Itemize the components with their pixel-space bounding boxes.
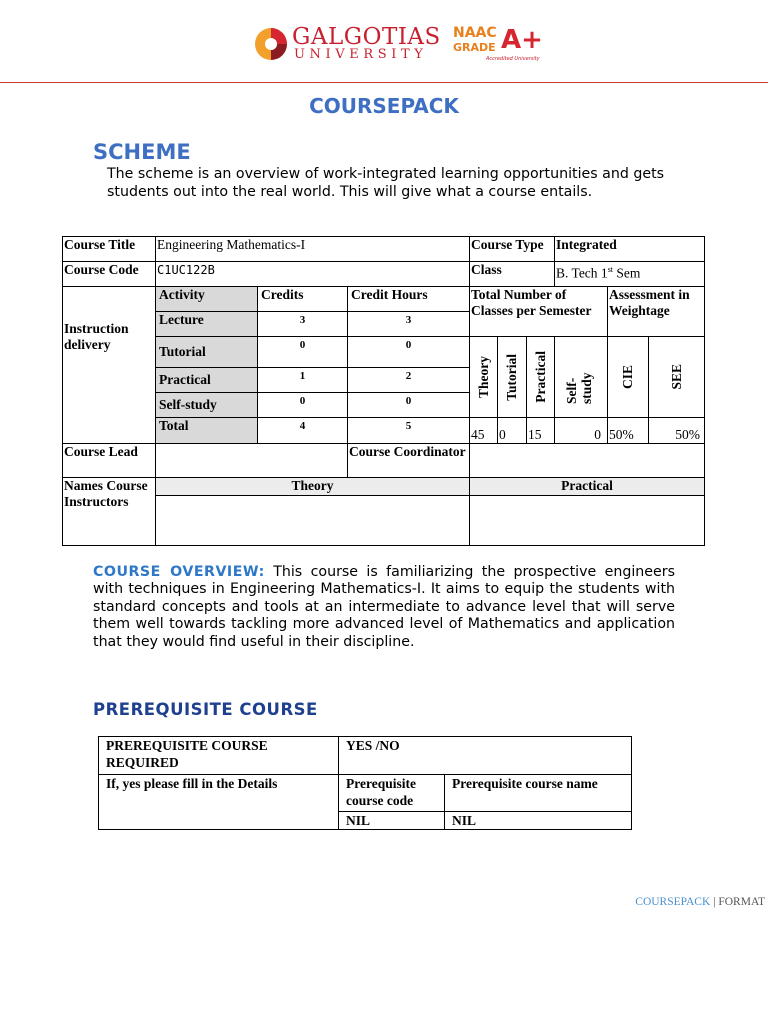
- weight-see: 50%: [649, 418, 705, 444]
- vert-see: SEE: [668, 364, 684, 390]
- page-title: COURSEPACK: [309, 94, 459, 118]
- course-overview: [93, 564, 675, 651]
- class-prefix: B. Tech 1: [556, 265, 608, 281]
- hours-tutorial: 0: [348, 337, 470, 368]
- class-sup: st: [607, 265, 614, 274]
- prerequisite-table: [98, 736, 632, 830]
- credits-tutorial: 0: [258, 337, 348, 368]
- course-code-value: C1UC122B: [156, 262, 470, 287]
- course-type-label: Course Type: [470, 237, 555, 262]
- names-instructors-label: Names Course Instructors: [63, 478, 156, 546]
- classes-tutorial: 0: [498, 418, 527, 444]
- header-divider: [0, 82, 768, 83]
- course-title-label: Course Title: [63, 237, 156, 262]
- credits-header: Credits: [258, 287, 348, 312]
- total-classes-header: Total Number of Classes per Semester: [470, 287, 608, 337]
- activity-total: Total: [156, 418, 258, 444]
- course-lead-label: Course Lead: [63, 444, 156, 478]
- hours-practical: 2: [348, 368, 470, 393]
- course-table: [62, 236, 705, 546]
- prerequisite-heading: PREREQUISITE COURSE: [93, 700, 318, 719]
- vert-self-study: Self-study: [564, 372, 594, 404]
- practical-instructors-header: Practical: [470, 478, 705, 496]
- course-lead-value: [156, 444, 348, 478]
- grade-value: A+: [501, 25, 543, 55]
- class-suffix: Sem: [613, 265, 641, 281]
- credits-total: 4: [258, 418, 348, 444]
- activity-self-study: Self-study: [156, 393, 258, 418]
- logo-main-text: GALGOTIAS: [292, 24, 441, 50]
- course-overview-label: COURSE OVERVIEW:: [93, 564, 265, 580]
- scheme-intro: The scheme is an overview of work-integrated learning opportunities and gets students out into the real world. This will give what a course entails.: [107, 166, 665, 200]
- class-value: [555, 262, 705, 287]
- vert-cie: CIE: [620, 364, 635, 389]
- activity-lecture: Lecture: [156, 312, 258, 337]
- prereq-code-label: Prerequisite course code: [339, 775, 445, 812]
- class-label: Class: [470, 262, 555, 287]
- naac-text: NAAC: [453, 25, 497, 41]
- credits-lecture: 3: [258, 312, 348, 337]
- course-type-value: Integrated: [555, 237, 705, 262]
- prereq-if-yes-label: If, yes please fill in the Details: [99, 775, 339, 830]
- assessment-header: Assessment in Weightage: [608, 287, 705, 337]
- prereq-name-label: Prerequisite course name: [445, 775, 632, 812]
- course-title-value: Engineering Mathematics-I: [156, 237, 470, 262]
- page-footer: [635, 896, 765, 908]
- vert-practical: Practical: [532, 351, 548, 403]
- activity-practical: Practical: [156, 368, 258, 393]
- logo-sub-text: UNIVERSITY: [294, 47, 428, 62]
- practical-instructors-value: [470, 496, 705, 546]
- credits-self-study: 0: [258, 393, 348, 418]
- activity-header: Activity: [156, 287, 258, 312]
- prereq-required-label: PREREQUISITE COURSE REQUIRED: [99, 737, 339, 775]
- activity-tutorial: Tutorial: [156, 337, 258, 368]
- footer-coursepack: COURSEPACK: [635, 896, 711, 908]
- classes-self-study: 0: [555, 418, 608, 444]
- prereq-yes-no: YES /NO: [339, 737, 632, 775]
- instruction-delivery-label: Instruction delivery: [63, 287, 156, 444]
- scheme-heading: SCHEME: [93, 140, 191, 164]
- course-coordinator-label: Course Coordinator: [348, 444, 470, 478]
- vert-theory: Theory: [475, 356, 491, 398]
- theory-instructors-header: Theory: [156, 478, 470, 496]
- theory-instructors-value: [156, 496, 470, 546]
- footer-separator: |: [710, 896, 719, 908]
- grade-text: GRADE: [453, 41, 496, 54]
- classes-theory: 45: [470, 418, 498, 444]
- footer-format: FORMAT: [718, 896, 765, 908]
- classes-practical: 15: [527, 418, 555, 444]
- weight-cie: 50%: [608, 418, 649, 444]
- prereq-name-value: NIL: [445, 812, 632, 830]
- prereq-code-value: NIL: [339, 812, 445, 830]
- vert-tutorial: Tutorial: [504, 353, 519, 401]
- credit-hours-header: Credit Hours: [348, 287, 470, 312]
- hours-total: 5: [348, 418, 470, 444]
- hours-lecture: 3: [348, 312, 470, 337]
- course-overview-text: This course is familiarizing the prospective engineers with techniques in Engineering Mathematics-I. It aims to equip the students with standard concepts and tools at an intermediate to advance level that will serve them well towards tackling more advanced level of Mathematics and application that they would find useful in their discipline.: [93, 564, 675, 650]
- university-logo-emblem: [253, 26, 289, 62]
- accredited-text: Accredited University: [486, 56, 540, 62]
- hours-self-study: 0: [348, 393, 470, 418]
- course-code-label: Course Code: [63, 262, 156, 287]
- credits-practical: 1: [258, 368, 348, 393]
- course-coordinator-value: [470, 444, 705, 478]
